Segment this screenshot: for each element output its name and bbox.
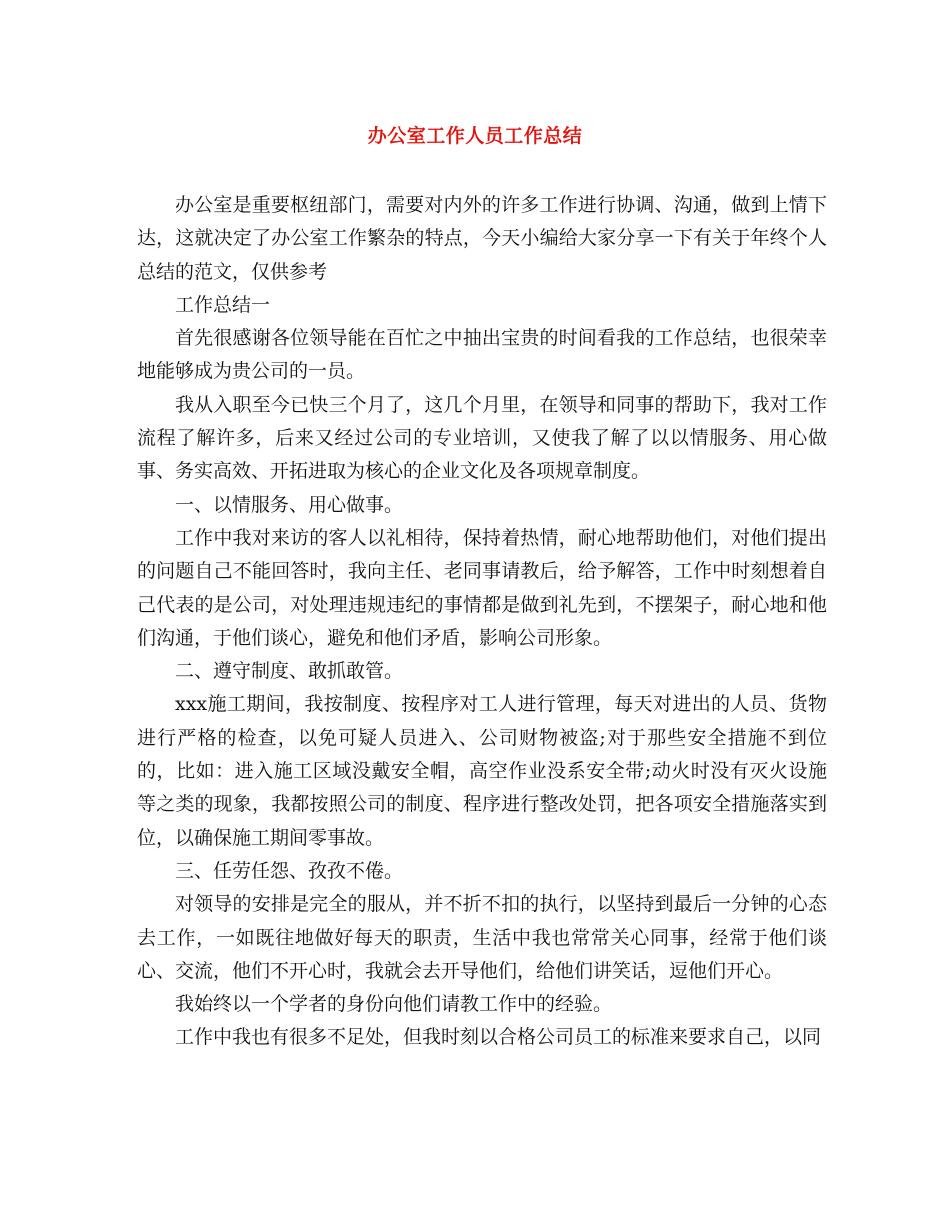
section-heading-two: 二、遵守制度、敢抓敢管。	[175, 660, 404, 683]
body-paragraph: 首先很感谢各位领导能在百忙之中抽出宝贵的时间看我的工作总结，也很荣幸地能够成为贵公司的一员。	[137, 327, 827, 383]
section-heading-three: 三、任劳任怨、孜孜不倦。	[175, 859, 404, 882]
section-heading-summary-one: 工作总结一	[175, 293, 271, 316]
intro-paragraph: 办公室是重要枢纽部门，需要对内外的许多工作进行协调、沟通，做到上情下达，这就决定了办公室工作繁杂的特点，今天小编给大家分享一下有关于年终个人总结的范文，仅供参考	[137, 194, 827, 283]
body-paragraph: 我从入职至今已快三个月了，这几个月里，在领导和同事的帮助下，我对工作流程了解许多，后来又经过公司的专业培训，又使我了解了以以情服务、用心做事、务实高效、开拓进取为核心的企业文化及各项规章制度。	[137, 393, 827, 483]
section-heading-one: 一、以情服务、用心做事。	[175, 493, 404, 516]
document-body	[137, 189, 827, 1055]
body-paragraph: 对领导的安排是完全的服从，并不折不扣的执行，以坚持到最后一分钟的心态去工作，一如既往地做好每天的职责，生活中我也常常关心同事，经常于他们谈心、交流，他们不开心时，我就会去开导他们，给他们讲笑话，逗他们开心。	[137, 893, 827, 982]
document-title: 办公室工作人员工作总结	[367, 125, 583, 147]
body-paragraph: xxx施工期间，我按制度、按程序对工人进行管理，每天对进出的人员、货物进行严格的检查，以免可疑人员进入、公司财物被盗;对于那些安全措施不到位的，比如：进入施工区域没戴安全帽，高空作业没系安全带;动火时没有灭火设施等之类的现象，我都按照公司的制度、程序进行整改处罚，把各项安全措施落实到位，以确保施工期间零事故。	[137, 693, 827, 849]
body-paragraph: 工作中我也有很多不足处，但我时刻以合格公司员工的标准来要求自己，以同	[175, 1026, 822, 1049]
body-paragraph: 工作中我对来访的客人以礼相待，保持着热情，耐心地帮助他们，对他们提出的问题自己不能回答时，我向主任、老同事请教后，给予解答，工作中时刻想着自己代表的是公司，对处理违规违纪的事情都是做到礼先到，不摆架子，耐心地和他们沟通，于他们谈心，避免和他们矛盾，影响公司形象。	[137, 526, 827, 649]
body-paragraph: 我始终以一个学者的身份向他们请教工作中的经验。	[175, 993, 613, 1016]
